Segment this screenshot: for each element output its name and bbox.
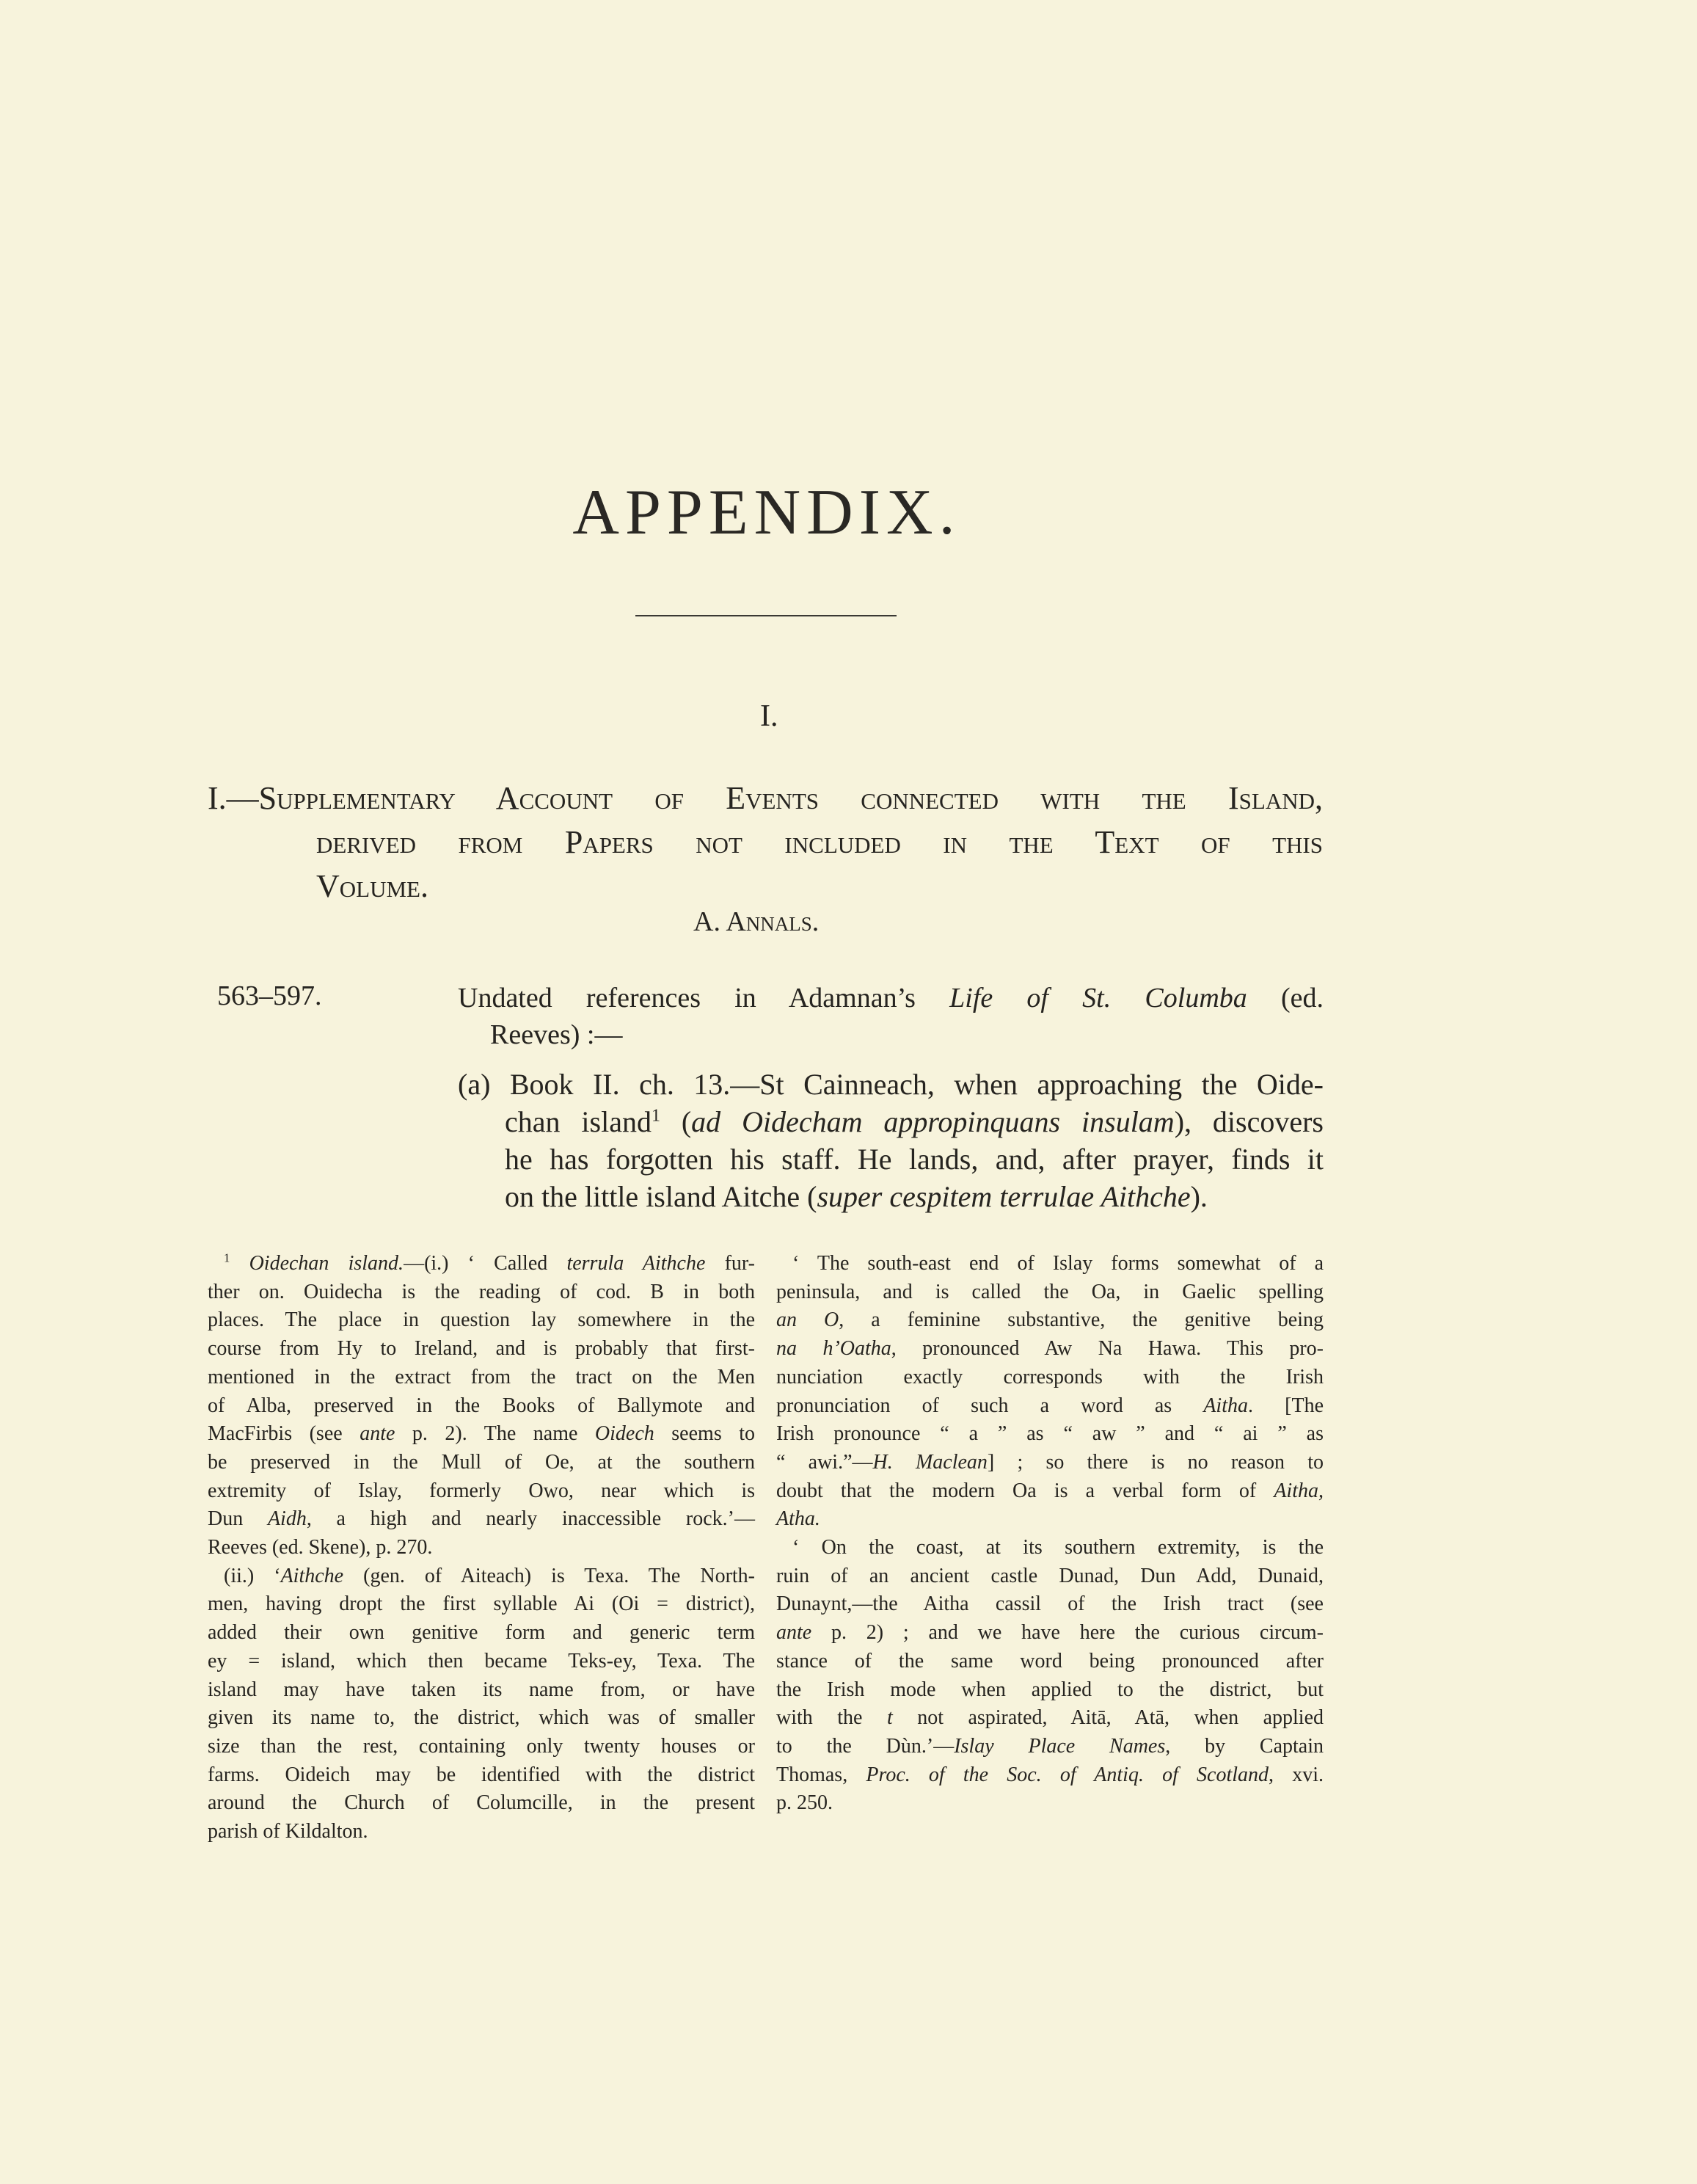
footnote-line: Reeves (ed. Skene), p. 270. <box>208 1536 433 1559</box>
footnote-line: the Irish mode when applied to the district, but <box>776 1678 1324 1701</box>
footnote-line: Atha. <box>776 1507 820 1531</box>
footnote-line: be preserved in the Mull of Oe, at the southern <box>208 1450 755 1474</box>
footnote-line: $^1$ Oidechan island.—(i.) ‘ Called terrula Aithche fur- <box>224 1251 755 1275</box>
footnote-line: an O, a feminine substantive, the genitive being <box>776 1308 1324 1332</box>
footnote-line: (ii.) ‘Aithche (gen. of Aiteach) is Texa. The North- <box>224 1564 756 1587</box>
section-heading-line: derived from Papers not included in the Text of this <box>316 824 1323 860</box>
entry-item-line: he has forgotten his staff. He lands, and, after prayer, finds it <box>505 1143 1324 1176</box>
footnote-line: given its name to, the district, which was of smaller <box>208 1706 755 1730</box>
footnote-line: island may have taken its name from, or have <box>208 1678 755 1701</box>
footnote-line: p. 250. <box>776 1791 833 1815</box>
footnote-line: ther on. Ouidecha is the reading of cod. B in both <box>208 1280 755 1303</box>
entry-item-line: on the little island Aitche (super cespitem terrulae Aithche). <box>505 1180 1208 1213</box>
footnote-line: of Alba, preserved in the Books of Ballymote and <box>208 1394 755 1417</box>
footnote-line: farms. Oideich may be identified with the district <box>208 1763 755 1786</box>
entry-item-line: (a) Book II. ch. 13.—St Cainneach, when approaching the Oide- <box>458 1068 1324 1101</box>
footnote-line: ey = island, which then became Teks-ey, Texa. The <box>208 1649 755 1672</box>
entry-item-line: chan island$^1$ (ad Oidecham appropinquans insulam), discovers <box>505 1105 1324 1138</box>
footnote-line: peninsula, and is called the Oa, in Gaelic spelling <box>776 1280 1324 1303</box>
footnote-line: na h’Oatha, pronounced Aw Na Hawa. This pro- <box>776 1337 1324 1361</box>
footnote-line: places. The place in question lay somewhere in the <box>208 1308 755 1332</box>
footnote-line: men, having dropt the first syllable Ai (Oi = district), <box>208 1592 755 1616</box>
footnote-line: Irish pronounce “ a ” as “ aw ” and “ ai ” as <box>776 1422 1324 1446</box>
work-title: Life of St. Columba <box>949 983 1247 1013</box>
footnote-line: MacFirbis (see ante p. 2). The name Oidech seems to <box>208 1422 755 1446</box>
footnote-line: ruin of an ancient castle Dunad, Dun Add, Dunaid, <box>776 1564 1324 1587</box>
page-title: APPENDIX. <box>572 477 961 548</box>
latin-quote: super cespitem terrulae Aithche <box>817 1180 1191 1213</box>
title-rule <box>635 615 897 616</box>
footnote-line: ‘ The south-east end of Islay forms somewhat of a <box>792 1252 1324 1275</box>
footnote-line: around the Church of Columcille, in the present <box>208 1791 755 1815</box>
section-heading-line: Volume. <box>316 868 428 904</box>
footnote-line: stance of the same word being pronounced after <box>776 1649 1324 1672</box>
entry-intro-line: Reeves) :— <box>490 1019 623 1050</box>
footnote-line: extremity of Islay, formerly Owo, near which is <box>208 1479 755 1502</box>
entry-intro-line: Undated references in Adamnan’s Life of St. Columba (ed. <box>458 983 1324 1013</box>
section-numeral: I. <box>760 699 778 733</box>
section-heading-line: I.—Supplementary Account of Events connected with the Island, <box>208 780 1323 816</box>
footnote-line: Dunaynt,—the Aitha cassil of the Irish tract (see <box>776 1592 1324 1616</box>
latin-quote: ad Oidecham appropinquans insulam <box>691 1105 1175 1138</box>
subheading: A. Annals. <box>693 906 820 937</box>
footnote-line: with the t not aspirated, Aitā, Atā, when applied <box>776 1706 1324 1730</box>
footnote-line: course from Hy to Ireland, and is probably that first- <box>208 1337 755 1361</box>
entry-item <box>458 1066 1324 1215</box>
footnote-line: “ awi.”—H. Maclean] ; so there is no reason to <box>776 1450 1324 1474</box>
footnote-line: Thomas, Proc. of the Soc. of Antiq. of Scotland, xvi. <box>776 1763 1324 1786</box>
footnote-line: to the Dùn.’—Islay Place Names, by Captain <box>776 1734 1324 1758</box>
footnote-line: size than the rest, containing only twenty houses or <box>208 1734 755 1758</box>
footnote-line: added their own genitive form and generic term <box>208 1621 755 1645</box>
footnote-column-right <box>776 1250 1324 1818</box>
footnote-line: ante p. 2) ; and we have here the curious circum- <box>776 1621 1324 1645</box>
footnote-column-left <box>208 1250 755 1846</box>
footnote-line: Dun Aidh, a high and nearly inaccessible rock.’— <box>208 1507 755 1531</box>
section-heading <box>208 776 1323 909</box>
footnote-marker: 1 <box>651 1106 660 1126</box>
footnote-line: ‘ On the coast, at its southern extremity, is the <box>792 1536 1324 1559</box>
footnote-line: mentioned in the extract from the tract on the Men <box>208 1365 755 1388</box>
footnote-line: pronunciation of such a word as Aitha. [The <box>776 1394 1324 1417</box>
footnote-line: nunciation exactly corresponds with the Irish <box>776 1365 1324 1388</box>
footnote-line: parish of Kildalton. <box>208 1820 368 1843</box>
entry-date: 563–597. <box>217 980 322 1011</box>
entry-intro <box>458 980 1324 1053</box>
footnote-line: doubt that the modern Oa is a verbal form of Aitha, <box>776 1479 1324 1502</box>
